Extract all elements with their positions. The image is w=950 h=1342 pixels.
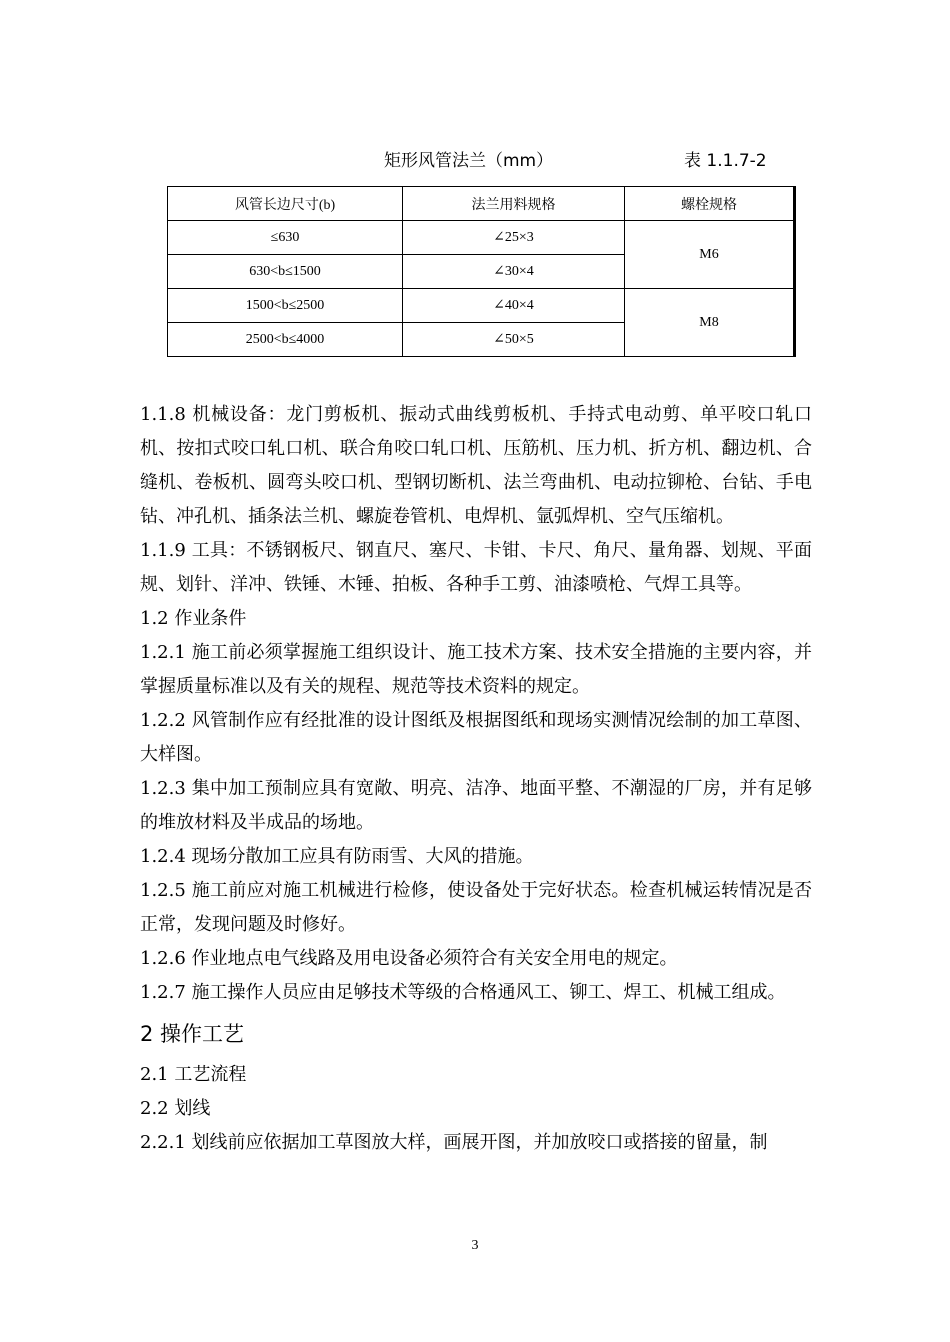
table-row xyxy=(168,289,794,323)
table-caption xyxy=(0,146,950,172)
paragraph: 1.2.2 风管制作应有经批准的设计图纸及根据图纸和现场实测情况绘制的加工草图、大样图。 xyxy=(140,710,812,765)
page-number: 3 xyxy=(471,1238,479,1253)
flange-spec-table xyxy=(167,186,794,357)
body-text xyxy=(140,398,812,1160)
header-size: 风管长边尺寸(b) xyxy=(168,187,403,221)
table-row xyxy=(168,221,794,255)
cell-size: 1500<b≤2500 xyxy=(168,289,403,323)
table-number: 表 1.1.7-2 xyxy=(684,151,767,171)
paragraph: 1.2.3 集中加工预制应具有宽敞、明亮、洁净、地面平整、不潮湿的厂房，并有足够的堆放材料及半成品的场地。 xyxy=(140,778,812,833)
cell-flange: ∠40×4 xyxy=(403,289,625,323)
section-heading: 2 操作工艺 xyxy=(140,1022,245,1046)
cell-size: 2500<b≤4000 xyxy=(168,323,403,357)
cell-bolt: M6 xyxy=(625,221,794,289)
paragraph: 1.2.6 作业地点电气线路及用电设备必须符合有关安全用电的规定。 xyxy=(140,948,678,969)
paragraph: 2.2.1 划线前应依据加工草图放大样，画展开图，并加放咬口或搭接的留量，制 xyxy=(140,1132,768,1153)
table-title: 矩形风管法兰（mm） xyxy=(384,151,554,171)
paragraph: 2.1 工艺流程 xyxy=(140,1064,247,1085)
paragraph: 1.2.5 施工前应对施工机械进行检修，使设备处于完好状态。检查机械运转情况是否正常，发现问题及时修好。 xyxy=(140,880,812,935)
header-bolt: 螺栓规格 xyxy=(625,187,794,221)
paragraph: 1.2.7 施工操作人员应由足够技术等级的合格通风工、铆工、焊工、机械工组成。 xyxy=(140,982,786,1003)
header-flange: 法兰用料规格 xyxy=(403,187,625,221)
paragraph: 1.2.4 现场分散加工应具有防雨雪、大风的措施。 xyxy=(140,846,534,867)
table-double-border xyxy=(794,186,796,357)
paragraph: 1.2.1 施工前必须掌握施工组织设计、施工技术方案、技术安全措施的主要内容，并掌握质量标准以及有关的规程、规范等技术资料的规定。 xyxy=(140,642,812,697)
paragraph: 2.2 划线 xyxy=(140,1098,211,1119)
cell-size: ≤630 xyxy=(168,221,403,255)
cell-flange: ∠50×5 xyxy=(403,323,625,357)
cell-bolt: M8 xyxy=(625,289,794,357)
cell-flange: ∠25×3 xyxy=(403,221,625,255)
table-header-row xyxy=(168,187,794,221)
paragraph: 1.2 作业条件 xyxy=(140,608,247,629)
cell-size: 630<b≤1500 xyxy=(168,255,403,289)
paragraph: 1.1.9 工具：不锈钢板尺、钢直尺、塞尺、卡钳、卡尺、角尺、量角器、划规、平面规、划针、洋冲、铁锤、木锤、拍板、各种手工剪、油漆喷枪、气焊工具等。 xyxy=(140,540,812,595)
paragraph: 1.1.8 机械设备：龙门剪板机、振动式曲线剪板机、手持式电动剪、单平咬口轧口机、按扣式咬口轧口机、联合角咬口轧口机、压筋机、压力机、折方机、翻边机、合缝机、卷板机、圆弯头咬口机、型钢切断机、法兰弯曲机、电动拉铆枪、台钻、手电钻、冲孔机、插条法兰机、螺旋卷管机、电焊机、氩弧焊机、空气压缩机。 xyxy=(140,404,812,527)
cell-flange: ∠30×4 xyxy=(403,255,625,289)
